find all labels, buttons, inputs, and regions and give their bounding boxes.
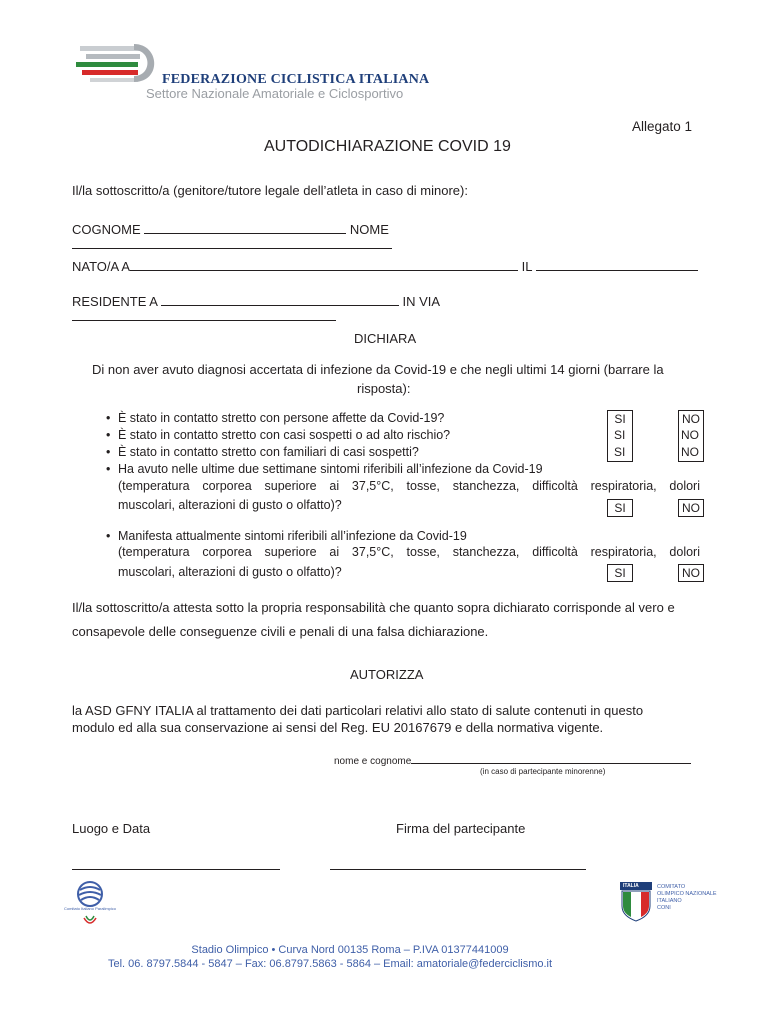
attesta-line-1: Il/la sottoscritto/a attesta sotto la propria responsabilità che quanto sopra dichiarato corrisponde al vero e — [72, 600, 675, 615]
fci-logo — [76, 40, 166, 86]
dichiara-lead-1: Di non aver avuto diagnosi accertata di infezione da Covid-19 e che negli ultimi 14 giorni (barrare la — [92, 362, 664, 377]
nome-field[interactable] — [72, 237, 392, 249]
answer-yes-2[interactable]: SI — [614, 428, 626, 442]
coni-text-2: OLIMPICO NAZIONALE — [657, 891, 717, 897]
question-4: • Ha avuto nelle ultime due settimane sintomi riferibili all’infezione da Covid-19 — [106, 462, 543, 476]
firma-field[interactable] — [330, 868, 586, 870]
dichiara-heading: DICHIARA — [354, 331, 417, 346]
coni-text-4: CONI — [657, 905, 671, 911]
answer-no-5[interactable]: NO — [678, 564, 704, 582]
nome-label: NOME — [349, 222, 389, 237]
coni-text-3: ITALIANO — [657, 898, 682, 904]
fci-logo-mark — [76, 40, 166, 86]
org-name: FEDERAZIONE CICLISTICA ITALIANA — [162, 72, 430, 87]
autorizza-line-1: la ASD GFNY ITALIA al trattamento dei dati particolari relativi allo stato di salute contenuti in questo — [72, 703, 644, 718]
question-5-line-2: (temperatura corporea superiore ai 37,5°C, tosse, stanchezza, difficoltà respiratoria, dolori — [118, 545, 700, 559]
autorizza-heading: AUTORIZZA — [350, 667, 424, 682]
question-5-line-3: muscolari, alterazioni di gusto o olfatto)? — [118, 565, 342, 579]
intro-text: Il/la sottoscritto/a (genitore/tutore legale dell’atleta in caso di minore): — [72, 183, 468, 198]
question-3: • È stato in contatto stretto con familiari di casi sospetti? — [106, 445, 419, 459]
residente-label: RESIDENTE A — [72, 294, 158, 309]
nato-label: NATO/A A — [72, 259, 131, 274]
coni-text-1: COMITATO — [657, 884, 686, 890]
nome-cognome-label: nome e cognome — [334, 756, 412, 767]
answer-yes-3[interactable]: SI — [614, 445, 626, 459]
via-label: IN VIA — [402, 294, 440, 309]
page-title: AUTODICHIARAZIONE COVID 19 — [264, 138, 511, 155]
nato-row — [72, 259, 704, 274]
allegato: Allegato 1 — [632, 119, 693, 134]
coni-logo — [620, 882, 730, 922]
question-4-line-3: muscolari, alterazioni di gusto o olfatto)? — [118, 498, 342, 512]
luogo-data-label: Luogo e Data — [72, 821, 151, 836]
cognome-row — [72, 222, 704, 252]
residente-field[interactable] — [161, 294, 399, 306]
luogo-data-field[interactable] — [72, 868, 280, 870]
il-label: IL — [521, 259, 533, 274]
question-5: • Manifesta attualmente sintomi riferibili all’infezione da Covid-19 — [106, 529, 467, 543]
il-date-field[interactable] — [536, 259, 698, 271]
footer-contacts: Tel. 06. 8797.5844 - 5847 – Fax: 06.8797.5863 - 5864 – Email: amatoriale@federciclismo.it — [107, 958, 553, 970]
nato-field[interactable] — [130, 259, 518, 271]
question-2: • È stato in contatto stretto con casi sospetti o ad alto rischio? — [106, 428, 451, 442]
coni-flag-text: ITALIA — [623, 883, 639, 889]
dichiara-lead-2: risposta): — [357, 381, 411, 396]
answer-yes-5[interactable]: SI — [607, 564, 633, 582]
cognome-label: COGNOME — [72, 222, 141, 237]
nome-cognome-field[interactable] — [411, 754, 691, 764]
attesta-line-2: consapevole delle conseguenze civili e penali di una falsa dichiarazione. — [72, 624, 489, 639]
autorizza-line-2: modulo ed alla sua conservazione ai sensi del Reg. EU 20167679 e della normativa vigente. — [72, 720, 604, 735]
answer-no-3[interactable]: NO — [681, 445, 699, 459]
question-4-line-2: (temperatura corporea superiore ai 37,5°C, tosse, stanchezza, difficoltà respiratoria, dolori — [118, 479, 700, 493]
org-sub: Settore Nazionale Amatoriale e Ciclosportivo — [146, 86, 404, 101]
minorenne-note: (in caso di partecipante minorenne) — [480, 767, 606, 776]
footer-address: Stadio Olimpico • Curva Nord 00135 Roma – P.IVA 01377441009 — [191, 944, 509, 956]
cognome-field[interactable] — [144, 222, 346, 234]
firma-label: Firma del partecipante — [396, 821, 526, 836]
nome-cognome-row — [334, 754, 691, 767]
via-field[interactable] — [72, 309, 336, 321]
answer-no-2[interactable]: NO — [681, 428, 699, 442]
answer-no-1[interactable]: NO — [678, 410, 704, 462]
answer-yes-1[interactable]: SI — [607, 410, 633, 462]
cip-text: Comitato Italiano Paralimpico — [63, 906, 117, 911]
question-1: • È stato in contatto stretto con persone affette da Covid-19? — [106, 411, 445, 425]
cip-logo — [62, 880, 118, 932]
answer-no-4[interactable]: NO — [678, 499, 704, 517]
residente-row — [72, 294, 704, 324]
answer-yes-4[interactable]: SI — [607, 499, 633, 517]
